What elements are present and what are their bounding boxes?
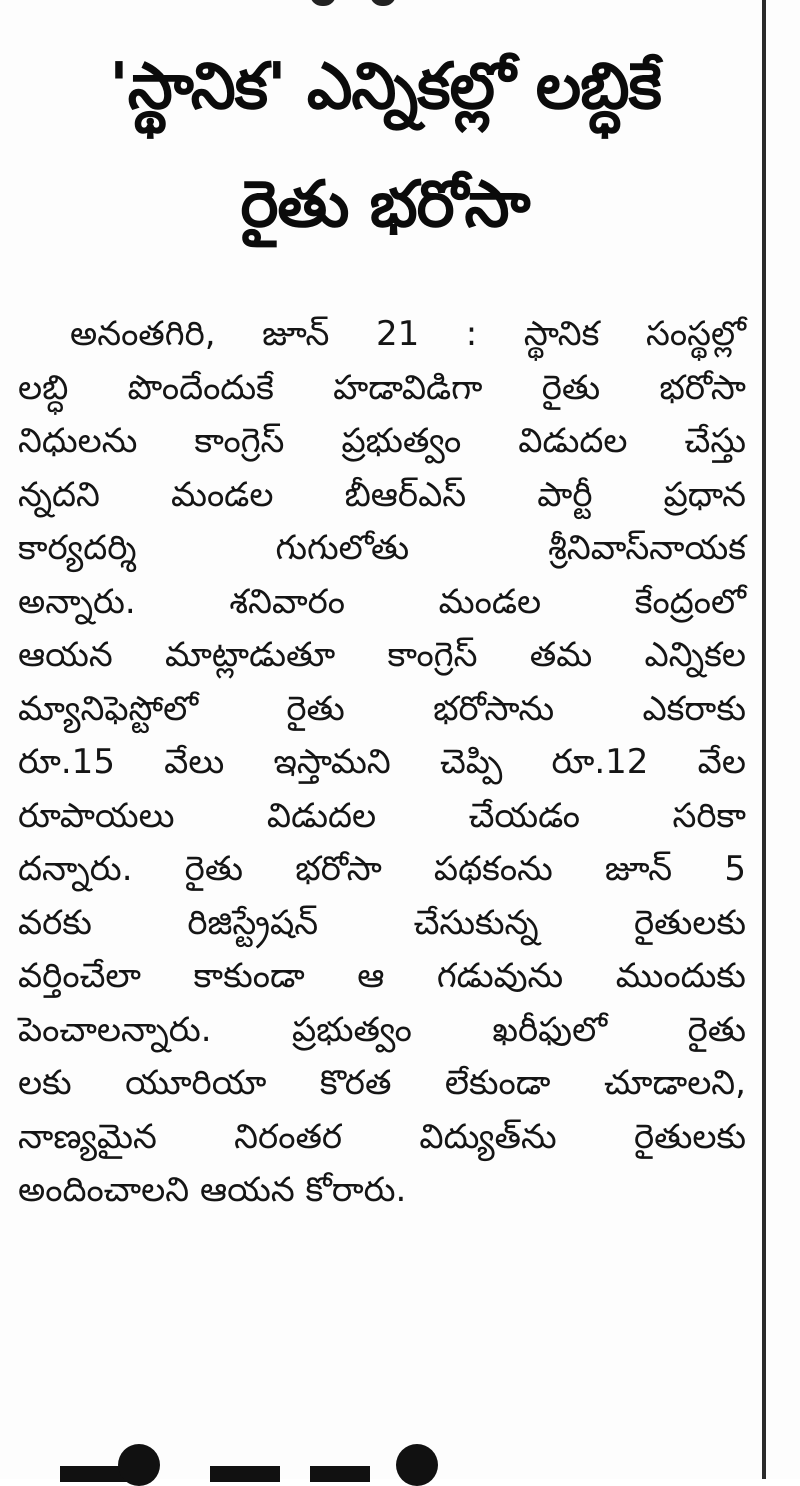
article-line: కార్యదర్శి గుగులోతు శ్రీనివాస్‌నాయక <box>18 528 746 568</box>
article-line: లబ్ధి పొందేందుకే హడావిడిగా రైతు భరోసా <box>18 367 746 408</box>
cropped-text-fragment-top <box>300 0 450 10</box>
article-line: దన్నారు. రైతు భరోసా పథకంను జూన్ 5 <box>18 849 746 889</box>
article-line: అన్నారు. శనివారం మండల కేంద్రంలో <box>18 581 746 622</box>
article-line: అనంతగిరి, జూన్ 21 : స్థానిక సంస్థల్లో <box>70 314 746 354</box>
headline-line-1: 'స్థానిక' ఎన్నికల్లో లబ్ధికే <box>109 50 661 124</box>
article-line: నాణ్యమైన నిరంతర విద్యుత్‌ను రైతులకు <box>18 1116 746 1157</box>
article-line: రూపాయలు విడుదల చేయడం సరికా <box>18 795 746 836</box>
headline-line-2: రైతు భరోసా <box>240 168 530 242</box>
article-line: రూ.15 వేలు ఇస్తామని చెప్పి రూ.12 వేల <box>18 742 746 782</box>
article-body <box>18 308 746 1218</box>
article-line: మ్యానిఫెస్టోలో రైతు భరోసాను ఎకరాకు <box>18 688 746 729</box>
article-line: ఆయన మాట్లాడుతూ కాంగ్రెస్ తమ ఎన్నికల <box>18 635 746 675</box>
cropped-text-fragment-bottom <box>60 1428 480 1479</box>
article-line: పెంచాలన్నారు. ప్రభుత్వం ఖరీఫులో రైతు <box>18 1009 746 1050</box>
article-line: లకు యూరియా కొరత లేకుండా చూడాలని, <box>18 1063 746 1103</box>
article-line: న్నదని మండల బీఆర్ఎస్ పార్టీ ప్రధాన <box>18 474 746 515</box>
article-headline <box>20 28 750 264</box>
column-divider <box>762 0 766 1479</box>
article-line: వరకు రిజిస్ట్రేషన్ చేసుకున్న రైతులకు <box>18 902 746 943</box>
article-line: వర్తించేలా కాకుండా ఆ గడువును ముందుకు <box>18 956 746 996</box>
article-line: అందించాలని ఆయన కోరారు. <box>18 1170 407 1210</box>
article-line: నిధులను కాంగ్రెస్ ప్రభుత్వం విడుదల చేస్తు <box>18 421 746 461</box>
